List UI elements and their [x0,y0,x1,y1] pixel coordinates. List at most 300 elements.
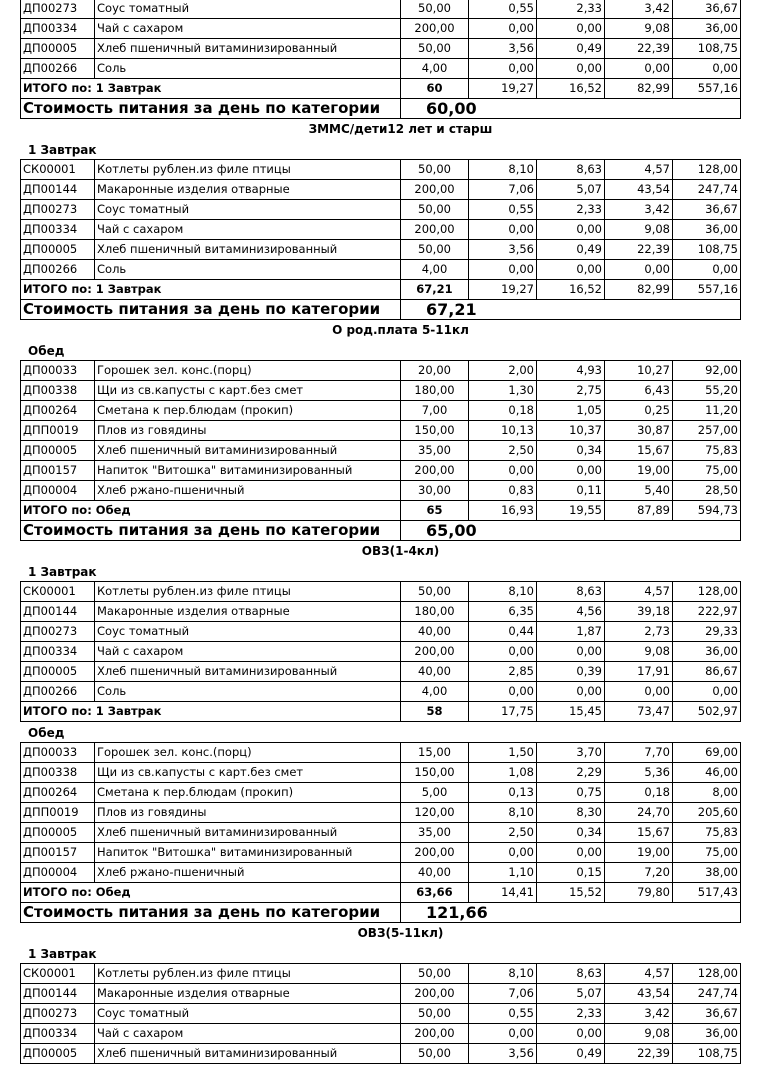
dish-name: Напиток "Витошка" витаминизированный [95,461,401,481]
portion-weight: 200,00 [401,1024,469,1044]
calories: 75,00 [673,461,741,481]
table-row [21,200,741,220]
fat: 2,33 [537,1004,605,1024]
calories: 92,00 [673,361,741,381]
dish-code: ДП00157 [21,461,95,481]
carbs: 39,18 [605,602,673,622]
portion-weight: 4,00 [401,59,469,79]
calories: 29,33 [673,622,741,642]
table-row [21,964,741,984]
portion-weight: 5,00 [401,783,469,803]
dish-code: ДПП0019 [21,421,95,441]
dish-code: ДП00005 [21,39,95,59]
dish-code: ДП00334 [21,220,95,240]
calories: 257,00 [673,421,741,441]
protein: 0,00 [469,59,537,79]
fat: 4,93 [537,361,605,381]
dish-code: ДП00005 [21,662,95,682]
protein: 0,00 [469,461,537,481]
total-row [21,79,741,99]
fat: 0,00 [537,642,605,662]
meal-title: 1 Завтрак [28,565,97,579]
carbs: 22,39 [605,240,673,260]
dish-code: ДП00334 [21,19,95,39]
fat: 0,49 [537,240,605,260]
protein: 10,13 [469,421,537,441]
dish-code: ДП00033 [21,743,95,763]
portion-weight: 50,00 [401,160,469,180]
fat: 4,56 [537,602,605,622]
daily-cost-label: Стоимость питания за день по категории [21,99,401,119]
protein: 0,00 [469,642,537,662]
calories: 36,00 [673,1024,741,1044]
carbs: 4,57 [605,582,673,602]
carbs: 7,20 [605,863,673,883]
daily-cost-label: Стоимость питания за день по категории [21,300,401,320]
fat: 0,49 [537,1044,605,1064]
total-label: ИТОГО по: Обед [21,501,401,521]
carbs: 17,91 [605,662,673,682]
dish-code: ДП00273 [21,200,95,220]
fat: 0,34 [537,441,605,461]
protein: 3,56 [469,1044,537,1064]
dish-code: ДП00273 [21,1004,95,1024]
carbs: 0,00 [605,682,673,702]
dish-code: ДП00273 [21,0,95,19]
protein: 8,10 [469,582,537,602]
total-row [21,280,741,300]
dish-name: Хлеб пшеничный витаминизированный [95,823,401,843]
dish-code: ДП00264 [21,783,95,803]
dish-code: СК00001 [21,160,95,180]
total-protein: 19,27 [469,79,537,99]
protein: 3,56 [469,240,537,260]
fat: 0,11 [537,481,605,501]
calories: 11,20 [673,401,741,421]
carbs: 30,87 [605,421,673,441]
total-carbs: 82,99 [605,280,673,300]
fat: 0,00 [537,59,605,79]
table-row [21,642,741,662]
fat: 8,63 [537,964,605,984]
menu-table [20,159,741,320]
calories: 36,67 [673,200,741,220]
dish-name: Соль [95,260,401,280]
portion-weight: 200,00 [401,19,469,39]
portion-weight: 50,00 [401,1044,469,1064]
fat: 2,33 [537,0,605,19]
portion-weight: 15,00 [401,743,469,763]
calories: 0,00 [673,260,741,280]
portion-weight: 50,00 [401,200,469,220]
dish-code: ДП00266 [21,260,95,280]
dish-name: Макаронные изделия отварные [95,984,401,1004]
carbs: 2,73 [605,622,673,642]
table-row [21,461,741,481]
carbs: 4,57 [605,964,673,984]
daily-cost-label: Стоимость питания за день по категории [21,521,401,541]
protein: 3,56 [469,39,537,59]
carbs: 15,67 [605,823,673,843]
total-fat: 15,52 [537,883,605,903]
portion-weight: 7,00 [401,401,469,421]
fat: 5,07 [537,180,605,200]
total-label: ИТОГО по: 1 Завтрак [21,79,401,99]
dish-code: ДП00334 [21,642,95,662]
menu-table [20,0,741,119]
dish-name: Сметана к пер.блюдам (прокип) [95,783,401,803]
portion-weight: 50,00 [401,964,469,984]
calories: 108,75 [673,240,741,260]
total-label: ИТОГО по: Обед [21,883,401,903]
protein: 0,44 [469,622,537,642]
table-row [21,481,741,501]
protein: 7,06 [469,180,537,200]
dish-name: Макаронные изделия отварные [95,180,401,200]
portion-weight: 180,00 [401,602,469,622]
category-section [20,541,741,923]
fat: 10,37 [537,421,605,441]
dish-name: Макаронные изделия отварные [95,602,401,622]
carbs: 9,08 [605,19,673,39]
fat: 0,39 [537,662,605,682]
dish-code: ДП00334 [21,1024,95,1044]
category-title: О род.плата 5-11кл [332,323,469,337]
dish-name: Горошек зел. конс.(порц) [95,361,401,381]
table-row [21,984,741,1004]
fat: 1,05 [537,401,605,421]
table-row [21,160,741,180]
portion-weight: 50,00 [401,39,469,59]
dish-code: ДП00157 [21,843,95,863]
protein: 0,00 [469,1024,537,1044]
dish-code: ДП00338 [21,381,95,401]
dish-name: Чай с сахаром [95,220,401,240]
category-title: ОВЗ(5-11кл) [357,926,444,940]
dish-name: Сметана к пер.блюдам (прокип) [95,401,401,421]
carbs: 0,00 [605,260,673,280]
protein: 6,35 [469,602,537,622]
protein: 0,00 [469,260,537,280]
fat: 0,49 [537,39,605,59]
fat: 8,30 [537,803,605,823]
category-title: ОВЗ(1-4кл) [361,544,440,558]
fat: 0,00 [537,682,605,702]
calories: 36,00 [673,642,741,662]
total-row [21,702,741,722]
dish-code: ДП00273 [21,622,95,642]
daily-cost-value: 67,21 [401,300,741,320]
total-carbs: 73,47 [605,702,673,722]
total-protein: 19,27 [469,280,537,300]
dish-name: Соль [95,59,401,79]
portion-weight: 200,00 [401,220,469,240]
portion-weight: 120,00 [401,803,469,823]
portion-weight: 50,00 [401,1004,469,1024]
carbs: 5,36 [605,763,673,783]
carbs: 43,54 [605,180,673,200]
daily-cost-row [21,300,741,320]
dish-code: ДП00144 [21,984,95,1004]
protein: 0,55 [469,0,537,19]
category-section [20,923,741,1064]
carbs: 3,42 [605,0,673,19]
dish-code: ДП00004 [21,481,95,501]
calories: 108,75 [673,39,741,59]
table-row [21,582,741,602]
calories: 75,00 [673,843,741,863]
table-row [21,662,741,682]
total-protein: 17,75 [469,702,537,722]
dish-code: ДП00144 [21,180,95,200]
portion-weight: 200,00 [401,843,469,863]
calories: 46,00 [673,763,741,783]
dish-name: Хлеб пшеничный витаминизированный [95,240,401,260]
calories: 108,75 [673,1044,741,1064]
carbs: 0,25 [605,401,673,421]
menu-table [20,581,741,722]
protein: 0,55 [469,1004,537,1024]
protein: 2,85 [469,662,537,682]
total-row [21,883,741,903]
dish-code: ДП00005 [21,240,95,260]
calories: 205,60 [673,803,741,823]
dish-name: Соус томатный [95,0,401,19]
carbs: 19,00 [605,461,673,481]
table-row [21,823,741,843]
protein: 0,00 [469,19,537,39]
table-row [21,743,741,763]
portion-weight: 50,00 [401,0,469,19]
fat: 2,29 [537,763,605,783]
fat: 0,34 [537,823,605,843]
portion-weight: 150,00 [401,421,469,441]
dish-code: ДП00266 [21,59,95,79]
fat: 2,33 [537,200,605,220]
protein: 0,18 [469,401,537,421]
portion-weight: 50,00 [401,240,469,260]
total-calories: 557,16 [673,79,741,99]
table-row [21,783,741,803]
carbs: 22,39 [605,39,673,59]
daily-cost-value: 65,00 [401,521,741,541]
calories: 0,00 [673,682,741,702]
protein: 1,08 [469,763,537,783]
calories: 222,97 [673,602,741,622]
dish-code: ДП00338 [21,763,95,783]
category-section [20,0,741,119]
protein: 2,50 [469,823,537,843]
menu-table [20,742,741,923]
portion-weight: 35,00 [401,823,469,843]
total-price: 63,66 [401,883,469,903]
table-row [21,180,741,200]
daily-cost-label: Стоимость питания за день по категории [21,903,401,923]
portion-weight: 180,00 [401,381,469,401]
protein: 2,50 [469,441,537,461]
dish-name: Котлеты рублен.из филе птицы [95,582,401,602]
menu-table [20,963,741,1064]
protein: 0,00 [469,682,537,702]
table-row [21,361,741,381]
portion-weight: 40,00 [401,662,469,682]
portion-weight: 200,00 [401,984,469,1004]
calories: 36,67 [673,0,741,19]
dish-name: Чай с сахаром [95,642,401,662]
meal-title: Обед [28,344,65,358]
menu-table [20,360,741,541]
calories: 28,50 [673,481,741,501]
dish-code: ДП00264 [21,401,95,421]
table-row [21,260,741,280]
dish-name: Соус томатный [95,200,401,220]
total-protein: 16,93 [469,501,537,521]
portion-weight: 200,00 [401,642,469,662]
table-row [21,763,741,783]
dish-name: Хлеб пшеничный витаминизированный [95,39,401,59]
daily-cost-row [21,903,741,923]
dish-name: Щи из св.капусты с карт.без смет [95,763,401,783]
dish-code: СК00001 [21,964,95,984]
dish-name: Чай с сахаром [95,1024,401,1044]
protein: 0,13 [469,783,537,803]
dish-name: Соус томатный [95,1004,401,1024]
protein: 7,06 [469,984,537,1004]
portion-weight: 35,00 [401,441,469,461]
total-calories: 594,73 [673,501,741,521]
meal-title: Обед [28,726,65,740]
total-price: 65 [401,501,469,521]
total-fat: 15,45 [537,702,605,722]
portion-weight: 30,00 [401,481,469,501]
calories: 247,74 [673,984,741,1004]
portion-weight: 40,00 [401,622,469,642]
calories: 75,83 [673,441,741,461]
table-row [21,1024,741,1044]
carbs: 0,00 [605,59,673,79]
dish-code: ДП00144 [21,602,95,622]
portion-weight: 4,00 [401,260,469,280]
daily-cost-value: 121,66 [401,903,741,923]
protein: 8,10 [469,964,537,984]
dish-name: Соус томатный [95,622,401,642]
carbs: 15,67 [605,441,673,461]
dish-name: Хлеб пшеничный витаминизированный [95,662,401,682]
total-label: ИТОГО по: 1 Завтрак [21,280,401,300]
table-row [21,622,741,642]
table-row [21,682,741,702]
calories: 0,00 [673,59,741,79]
carbs: 22,39 [605,1044,673,1064]
dish-name: Хлеб пшеничный витаминизированный [95,441,401,461]
portion-weight: 150,00 [401,763,469,783]
table-row [21,381,741,401]
dish-code: ДПП0019 [21,803,95,823]
total-fat: 16,52 [537,280,605,300]
daily-cost-value: 60,00 [401,99,741,119]
carbs: 3,42 [605,1004,673,1024]
carbs: 5,40 [605,481,673,501]
portion-weight: 20,00 [401,361,469,381]
category-section [20,119,741,320]
category-title: ЗММС/дети12 лет и старш [308,122,493,136]
total-carbs: 79,80 [605,883,673,903]
fat: 8,63 [537,160,605,180]
table-row [21,863,741,883]
calories: 75,83 [673,823,741,843]
protein: 2,00 [469,361,537,381]
calories: 36,00 [673,19,741,39]
portion-weight: 50,00 [401,582,469,602]
table-row [21,843,741,863]
meal-title: 1 Завтрак [28,947,97,961]
table-row [21,401,741,421]
fat: 0,00 [537,260,605,280]
portion-weight: 40,00 [401,863,469,883]
dish-code: ДП00033 [21,361,95,381]
carbs: 6,43 [605,381,673,401]
total-row [21,501,741,521]
protein: 1,10 [469,863,537,883]
protein: 0,83 [469,481,537,501]
total-fat: 16,52 [537,79,605,99]
dish-name: Напиток "Витошка" витаминизированный [95,843,401,863]
table-row [21,0,741,19]
fat: 2,75 [537,381,605,401]
total-calories: 517,43 [673,883,741,903]
calories: 38,00 [673,863,741,883]
table-row [21,1044,741,1064]
category-section [20,320,741,541]
dish-name: Соль [95,682,401,702]
table-row [21,1004,741,1024]
fat: 0,15 [537,863,605,883]
calories: 128,00 [673,160,741,180]
calories: 55,20 [673,381,741,401]
table-row [21,602,741,622]
portion-weight: 200,00 [401,461,469,481]
carbs: 9,08 [605,220,673,240]
total-fat: 19,55 [537,501,605,521]
dish-name: Котлеты рублен.из филе птицы [95,964,401,984]
protein: 8,10 [469,803,537,823]
carbs: 24,70 [605,803,673,823]
carbs: 19,00 [605,843,673,863]
calories: 36,67 [673,1004,741,1024]
portion-weight: 4,00 [401,682,469,702]
total-calories: 557,16 [673,280,741,300]
total-price: 67,21 [401,280,469,300]
protein: 8,10 [469,160,537,180]
fat: 1,87 [537,622,605,642]
table-row [21,39,741,59]
daily-cost-row [21,99,741,119]
dish-name: Горошек зел. конс.(порц) [95,743,401,763]
menu-report [20,0,741,1064]
calories: 86,67 [673,662,741,682]
table-row [21,19,741,39]
protein: 0,55 [469,200,537,220]
protein: 0,00 [469,220,537,240]
total-carbs: 82,99 [605,79,673,99]
dish-name: Котлеты рублен.из филе птицы [95,160,401,180]
carbs: 43,54 [605,984,673,1004]
calories: 69,00 [673,743,741,763]
fat: 5,07 [537,984,605,1004]
dish-name: Чай с сахаром [95,19,401,39]
dish-name: Хлеб ржано-пшеничный [95,481,401,501]
table-row [21,59,741,79]
